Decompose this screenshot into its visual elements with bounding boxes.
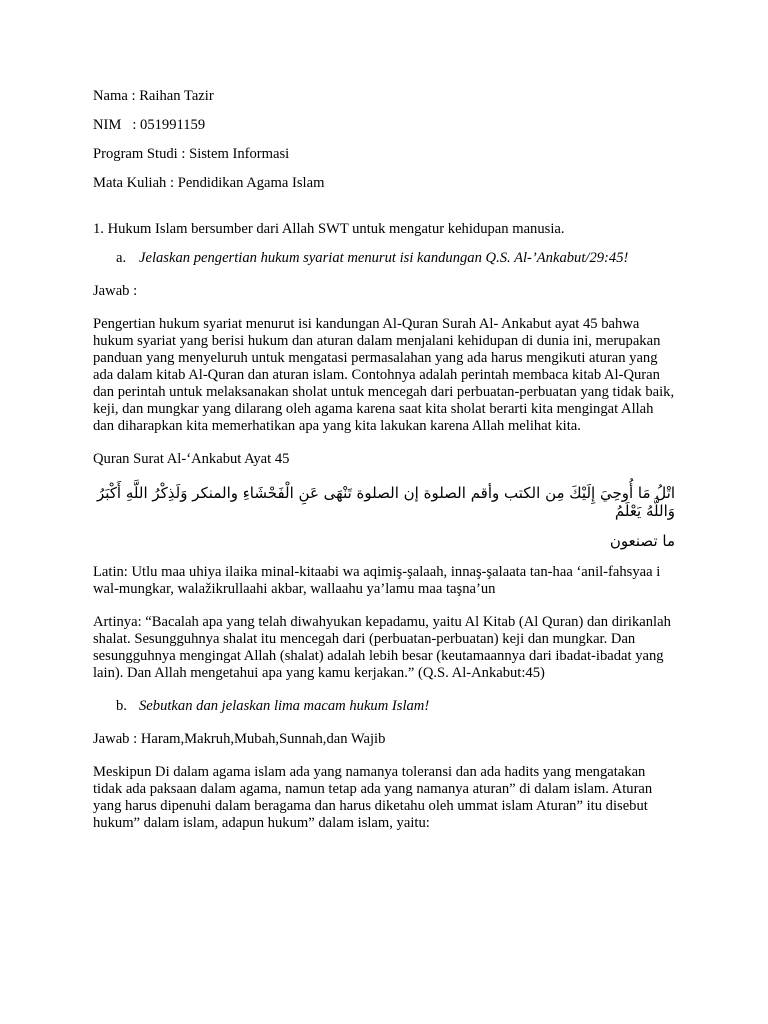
question-1-title: 1. Hukum Islam bersumber dari Allah SWT untuk mengatur kehidupan manusia. [93,221,565,237]
question-1a-label: a. [116,250,127,266]
answer-1a-text: Pengertian hukum syariat menurut isi kandungan Al-Quran Surah Al- Ankabut ayat 45 bahwa hukum syariat yang berisi hukum dan aturan dalam menjalani kehidupan di dunia ini, merupakan panduan yang menyeluruh untuk mengatasi permasalahan yang ada harus mengikuti aturan yang ada dalam kitab Al-Quran dan aturan islam. Contohnya adalah perintah membaca kitab Al-Quran dan perintah untuk melaksanakan sholat untuk mencegah dari perbuatan-perbuatan yang tidak baik, keji, dan mungkar yang dilarang oleh agama karena saat kita sholat berarti kita mengingat Allah dan diharapkan kita memerhatikan apa yang kita lakukan karena Allah melihat kita. [93,316,675,434]
question-1a-text: Jelaskan pengertian hukum syariat menurut isi kandungan Q.S. Al-’Ankabut/29:45! [139,250,629,266]
question-1b [116,698,675,715]
answer-1b-text: Meskipun Di dalam agama islam ada yang namanya toleransi dan ada hadits yang mengatakan tidak ada paksaan dalam agama, namun tetap ada yang namanya aturan” di dalam islam. Aturan yang harus dipenuhi dalam beragama dan harus diketahu oleh ummat islam Aturan” itu disebut hukum” dalam islam, adapun hukum” dalam islam, yaitu: [93,764,653,831]
answer-1a-label: Jawab : [93,283,138,299]
surah-title: Quran Surat Al-‘Ankabut Ayat 45 [93,451,290,467]
course-name: Mata Kuliah : Pendidikan Agama Islam [93,175,325,191]
student-nim: NIM : 051991159 [93,117,206,133]
arabic-verse: اتْلُ مَا أُوحِيَ إِلَيْكَ مِن الكتب وأقم الصلوة إن الصلوة تَنْهَى عَنِ الْفَحْشَاءِ والمنكر وَلَذِكْرُ اللَّهِ أَكْبَرُ وَاللَّهُ يَعْلَمُ [96,484,675,520]
answer-1b-list: Jawab : Haram,Makruh,Mubah,Sunnah,dan Wajib [93,731,386,747]
verse-translation: Artinya: “Bacalah apa yang telah diwahyukan kepadamu, yaitu Al Kitab (Al Quran) dan dirikanlah shalat. Sesungguhnya shalat itu mencegah dari (perbuatan-perbuatan) keji dan mungkar. Dan sesungguhnya mengingat Allah (shalat) adalah lebih besar (keutamaannya dari ibadat-ibadat yang lain). Dan Allah mengetahui apa yang kamu kerjakan.” (Q.S. Al-Ankabut:45) [93,614,671,681]
question-1b-label: b. [116,698,127,714]
question-1a [116,250,675,267]
question-1b-text: Sebutkan dan jelaskan lima macam hukum Islam! [139,698,430,714]
student-name: Nama : Raihan Tazir [93,88,214,104]
latin-transliteration: Latin: Utlu maa uhiya ilaika minal-kitaabi wa aqimiş-şalaah, innaş-şalaata tan-haa ‘anil-fahsyaa i wal-mungkar, walažikrullaahi akbar, wallaahu ya’lamu maa taşna’un [93,564,661,597]
study-program: Program Studi : Sistem Informasi [93,146,290,162]
arabic-verse-end: ما تصنعون [609,532,675,550]
document-content [93,88,675,848]
